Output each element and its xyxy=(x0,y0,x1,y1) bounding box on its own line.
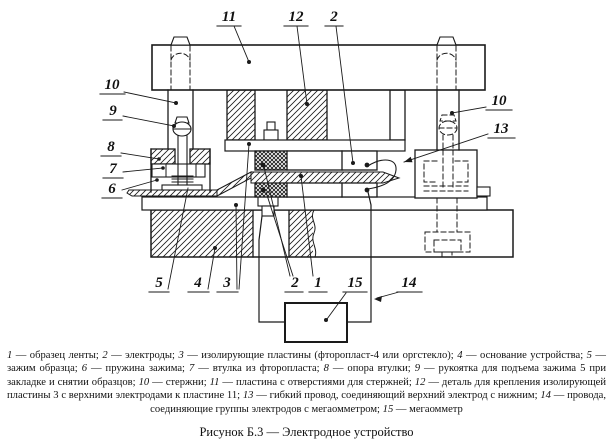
fastening-detail xyxy=(227,90,405,140)
callout-2-top: 2 xyxy=(330,9,338,25)
sample-clamp xyxy=(162,185,202,190)
device-base xyxy=(151,210,513,257)
callout-1: 1 xyxy=(314,275,322,291)
callout-10-left: 10 xyxy=(104,77,120,93)
callout-9: 9 xyxy=(109,103,117,119)
callout-11: 11 xyxy=(221,9,237,25)
callout-7: 7 xyxy=(109,161,117,177)
legend-item: 3 — изолирующие пластины (фторопласт-4 или оргстекло); xyxy=(178,350,458,361)
callout-5: 5 xyxy=(155,275,163,291)
legend-item: 6 — пружина зажима; xyxy=(81,363,189,375)
legend-item: 2 — электроды; xyxy=(102,350,179,361)
figure-caption: Рисунок Б.3 — Электродное устройство xyxy=(199,425,414,440)
callout-2-bottom: 2 xyxy=(291,275,299,291)
lower-insulating-plate xyxy=(142,197,487,210)
callout-4: 4 xyxy=(194,275,202,291)
right-knob-hidden xyxy=(439,115,457,150)
legend-item: 5 — зажим образца; xyxy=(7,350,606,375)
callout-13: 13 xyxy=(493,121,509,137)
left-clamp-assembly xyxy=(151,117,210,192)
callout-15: 15 xyxy=(347,275,363,291)
legend-item: 13 — гибкий провод, соединяющий верхний электрод с нижним; xyxy=(242,390,541,402)
legend-item: 10 — стержни; xyxy=(138,376,210,388)
legend-item: 1 — образец ленты; xyxy=(7,350,103,361)
callout-10-right: 10 xyxy=(491,93,507,109)
legend-item: 14 — провода, соединяющие группы электродов с мегаомметром; xyxy=(150,390,606,415)
figure-legend xyxy=(7,349,606,416)
legend-item: 11 — пластина с отверстиями для стержней; xyxy=(209,376,415,388)
callout-12: 12 xyxy=(288,9,304,25)
callout-6: 6 xyxy=(108,181,116,197)
top-plate xyxy=(152,37,485,90)
legend-item: 8 — опора втулки; xyxy=(323,363,415,375)
upper-insulating-plate xyxy=(225,140,405,151)
callout-3: 3 xyxy=(223,275,231,291)
legend-item: 15 — мегаомметр xyxy=(382,403,463,415)
legend-item: 9 — рукоятка для подъема зажима 5 при закладке и снятии образцов; xyxy=(7,363,606,388)
legend-item: 7 — втулка из фторопласта; xyxy=(188,363,324,375)
legend-item: 12 — деталь для крепления изолирующей пластины 3 с верхними электродами к пластине 11; xyxy=(7,376,606,402)
megohmmeter-box xyxy=(285,303,347,342)
callout-8: 8 xyxy=(107,139,115,155)
callout-14: 14 xyxy=(401,275,417,291)
legend-item: 4 — основание устройства; xyxy=(457,350,587,361)
